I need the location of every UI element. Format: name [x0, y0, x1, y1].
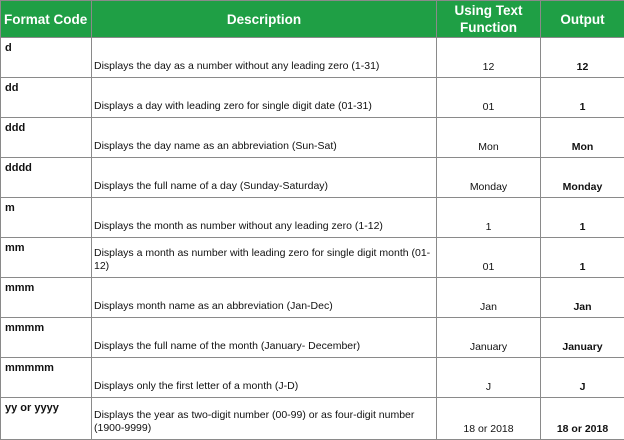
description-cell: Displays the month as number without any leading zero (1-12): [92, 198, 437, 238]
table-row: [1, 238, 624, 278]
format-code-cell: ddd: [1, 118, 92, 158]
header-output: Output: [541, 1, 624, 38]
output-cell: Jan: [541, 278, 624, 318]
text-function-cell: Jan: [437, 278, 541, 318]
format-code-cell: m: [1, 198, 92, 238]
format-code-cell: dd: [1, 78, 92, 118]
text-function-cell: January: [437, 318, 541, 358]
text-function-cell: Mon: [437, 118, 541, 158]
format-code-cell: dddd: [1, 158, 92, 198]
output-cell: J: [541, 358, 624, 398]
output-cell: Monday: [541, 158, 624, 198]
output-cell: 12: [541, 38, 624, 78]
output-cell: 18 or 2018: [541, 398, 624, 440]
text-function-cell: 18 or 2018: [437, 398, 541, 440]
header-description: Description: [92, 1, 437, 38]
format-code-cell: mm: [1, 238, 92, 278]
text-function-cell: 01: [437, 238, 541, 278]
description-cell: Displays the day as a number without any leading zero (1-31): [92, 38, 437, 78]
output-cell: Mon: [541, 118, 624, 158]
text-function-cell: J: [437, 358, 541, 398]
text-function-cell: 12: [437, 38, 541, 78]
text-function-cell: 01: [437, 78, 541, 118]
format-code-cell: mmm: [1, 278, 92, 318]
table-row: [1, 78, 624, 118]
output-cell: 1: [541, 238, 624, 278]
format-code-cell: yy or yyyy: [1, 398, 92, 440]
table-row: [1, 118, 624, 158]
table-row: [1, 198, 624, 238]
header-row: [1, 1, 624, 38]
output-cell: 1: [541, 78, 624, 118]
description-cell: Displays a day with leading zero for single digit date (01-31): [92, 78, 437, 118]
description-cell: Displays month name as an abbreviation (Jan-Dec): [92, 278, 437, 318]
table-row: [1, 38, 624, 78]
format-code-cell: mmmmm: [1, 358, 92, 398]
description-cell: Displays the year as two-digit number (00-99) or as four-digit number (1900-9999): [92, 398, 437, 440]
text-function-cell: 1: [437, 198, 541, 238]
header-using-text-function: Using Text Function: [437, 1, 541, 38]
header-format-code: Format Code: [1, 1, 92, 38]
description-cell: Displays the full name of the month (January- December): [92, 318, 437, 358]
table-row: [1, 358, 624, 398]
format-code-cell: d: [1, 38, 92, 78]
output-cell: January: [541, 318, 624, 358]
description-cell: Displays only the first letter of a month (J-D): [92, 358, 437, 398]
text-function-cell: Monday: [437, 158, 541, 198]
table-row: [1, 158, 624, 198]
description-cell: Displays a month as number with leading zero for single digit month (01-12): [92, 238, 437, 278]
table-row: [1, 278, 624, 318]
description-cell: Displays the full name of a day (Sunday-Saturday): [92, 158, 437, 198]
description-cell: Displays the day name as an abbreviation (Sun-Sat): [92, 118, 437, 158]
output-cell: 1: [541, 198, 624, 238]
format-code-cell: mmmm: [1, 318, 92, 358]
table-row: [1, 318, 624, 358]
